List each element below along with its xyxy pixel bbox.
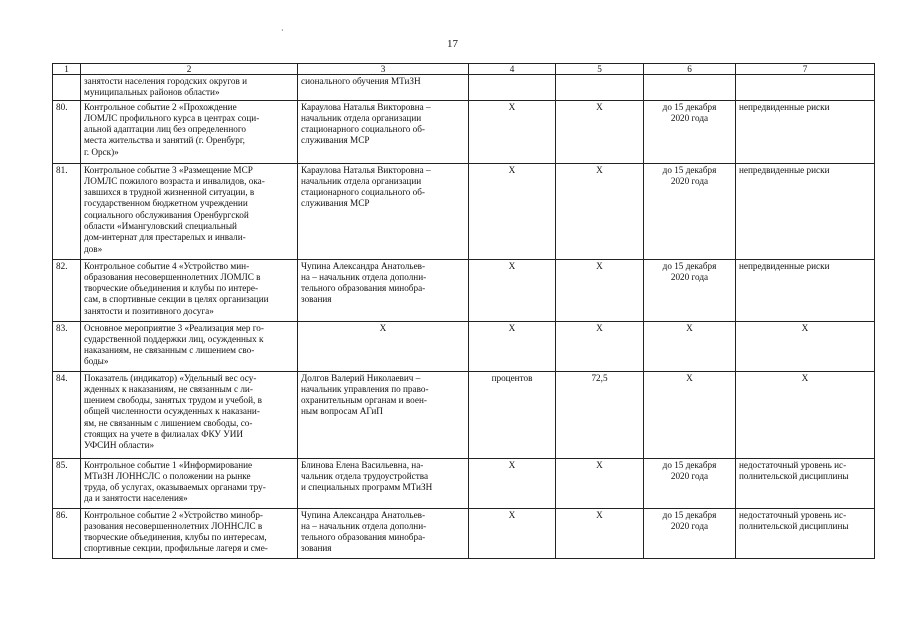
column-number: 2 xyxy=(81,64,298,75)
table-row xyxy=(53,75,875,101)
column-number: 1 xyxy=(53,64,81,75)
top-mark: · xyxy=(281,26,284,35)
table-row xyxy=(53,259,875,321)
table-row xyxy=(53,508,875,558)
table-row xyxy=(53,163,875,259)
responsible-cell: Караулова Наталья Викторовна – начальник отдела организации стационарного социального об- служивания МСР xyxy=(298,163,469,259)
responsible-cell: Х xyxy=(298,321,469,371)
table-row xyxy=(53,321,875,371)
deadline-cell xyxy=(644,75,736,101)
column-number: 4 xyxy=(469,64,556,75)
row-number: 85. xyxy=(53,458,81,508)
unit-cell: Х xyxy=(469,163,556,259)
responsible-cell: Чупина Александра Анатольев- на – начальник отдела дополни- тельного образования минобра- зования xyxy=(298,508,469,558)
deadline-cell: до 15 декабря 2020 года xyxy=(644,100,736,163)
value-cell xyxy=(556,75,644,101)
event-cell: Контрольное событие 1 «Информирование МТиЗН ЛОННСЛС о положении на рынке труда, об услугах, оказываемых органами тру- да и занятости населения» xyxy=(81,458,298,508)
event-cell: Контрольное событие 2 «Устройство минобр- разования несовершеннолетних ЛОННСЛС в творческие объединения, клубы по интересам, спортивные секции, профильные лагеря и сме- xyxy=(81,508,298,558)
row-number: 82. xyxy=(53,259,81,321)
row-number: 81. xyxy=(53,163,81,259)
deadline-cell: до 15 декабря 2020 года xyxy=(644,163,736,259)
unit-cell: Х xyxy=(469,321,556,371)
event-cell: Показатель (индикатор) «Удельный вес осу- жденных к наказаниям, не связанным с ли- шением свободы, занятых трудом и учебой, в общей численности осужденных к наказани- ям, не связанным с лишением свободы, со- стоящих на учете в филиалах ФКУ УИИ УФСИН области» xyxy=(81,371,298,458)
value-cell: Х xyxy=(556,321,644,371)
event-cell: Контрольное событие 3 «Размещение МСР ЛОМЛС пожилого возраста и инвалидов, ока- завшихся в трудной жизненной ситуации, в государственном бюджетном учреждении социального обслуживания Оренбургской области «Имангуловский специальный дом-интернат для престарелых и инвали- дов» xyxy=(81,163,298,259)
row-number: 84. xyxy=(53,371,81,458)
column-number: 7 xyxy=(736,64,875,75)
value-cell: Х xyxy=(556,163,644,259)
measures-table xyxy=(52,63,875,559)
risk-cell: Х xyxy=(736,371,875,458)
table-row xyxy=(53,371,875,458)
page-number: 17 xyxy=(447,38,458,50)
value-cell: Х xyxy=(556,259,644,321)
value-cell: 72,5 xyxy=(556,371,644,458)
unit-cell: Х xyxy=(469,508,556,558)
event-cell: занятости населения городских округов и муниципальных районов области» xyxy=(81,75,298,101)
unit-cell: Х xyxy=(469,458,556,508)
risk-cell: недостаточный уровень ис- полнительской дисциплины xyxy=(736,458,875,508)
event-cell: Основное мероприятие 3 «Реализация мер го- сударственной поддержки лиц, осужденных к наказаниям, не связанным с лишением сво- боды» xyxy=(81,321,298,371)
responsible-cell: сионального обучения МТиЗН xyxy=(298,75,469,101)
value-cell: Х xyxy=(556,100,644,163)
risk-cell: непредвиденные риски xyxy=(736,163,875,259)
row-number: 83. xyxy=(53,321,81,371)
deadline-cell: до 15 декабря 2020 года xyxy=(644,259,736,321)
deadline-cell: Х xyxy=(644,321,736,371)
unit-cell xyxy=(469,75,556,101)
column-number-row xyxy=(53,64,875,75)
value-cell: Х xyxy=(556,458,644,508)
responsible-cell: Чупина Александра Анатольев- на – начальник отдела дополни- тельного образования минобра- зования xyxy=(298,259,469,321)
risk-cell xyxy=(736,75,875,101)
unit-cell: Х xyxy=(469,100,556,163)
column-number: 6 xyxy=(644,64,736,75)
event-cell: Контрольное событие 2 «Прохождение ЛОМЛС профильного курса в центрах соци- альной адаптации лиц без определенного места жительства и занятий (г. Оренбург, г. Орск)» xyxy=(81,100,298,163)
deadline-cell: до 15 декабря 2020 года xyxy=(644,458,736,508)
responsible-cell: Караулова Наталья Викторовна – начальник отдела организации стационарного социального об- служивания МСР xyxy=(298,100,469,163)
risk-cell: недостаточный уровень ис- полнительской дисциплины xyxy=(736,508,875,558)
risk-cell: Х xyxy=(736,321,875,371)
column-number: 5 xyxy=(556,64,644,75)
risk-cell: непредвиденные риски xyxy=(736,259,875,321)
row-number: 80. xyxy=(53,100,81,163)
deadline-cell: Х xyxy=(644,371,736,458)
risk-cell: непредвиденные риски xyxy=(736,100,875,163)
row-number: 86. xyxy=(53,508,81,558)
event-cell: Контрольное событие 4 «Устройство мин- образования несовершеннолетних ЛОМЛС в творческие объединения и клубы по интере- сам, в спортивные секции в целях организации занятости и позитивного досуга» xyxy=(81,259,298,321)
value-cell: Х xyxy=(556,508,644,558)
table-row xyxy=(53,100,875,163)
table-row xyxy=(53,458,875,508)
unit-cell: Х xyxy=(469,259,556,321)
responsible-cell: Блинова Елена Васильевна, на- чальник отдела трудоустройства и специальных программ МТиЗН xyxy=(298,458,469,508)
unit-cell: процентов xyxy=(469,371,556,458)
row-number xyxy=(53,75,81,101)
responsible-cell: Долгов Валерий Николаевич – начальник управления по право- охранительным органам и воен- ным вопросам АГиП xyxy=(298,371,469,458)
column-number: 3 xyxy=(298,64,469,75)
deadline-cell: до 15 декабря 2020 года xyxy=(644,508,736,558)
